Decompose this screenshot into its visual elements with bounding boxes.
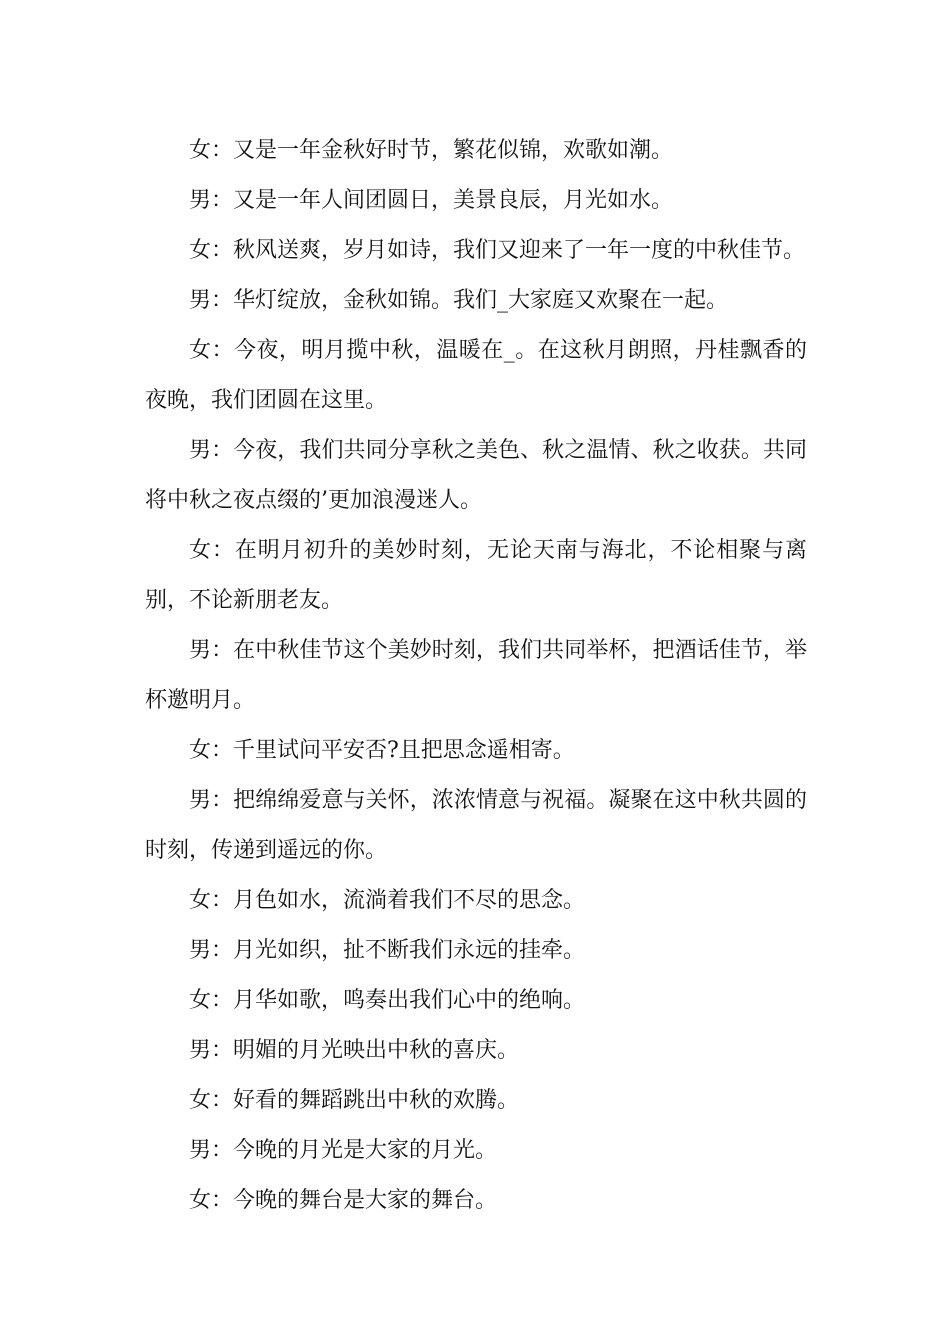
paragraph: 男：在中秋佳节这个美妙时刻，我们共同举杯，把酒话佳节，举杯邀明月。 [145,638,807,713]
paragraph: 女：又是一年金秋好时节，繁花似锦，欢歌如潮。 [189,138,674,163]
paragraph: 女：月色如水，流淌着我们不尽的思念。 [189,888,586,913]
paragraph: 男：月光如织，扯不断我们永远的挂牵。 [189,938,586,963]
paragraph: 男：华灯绽放，金秋如锦。我们_大家庭又欢聚在一起。 [189,288,729,313]
paragraph: 女：月华如歌，鸣奏出我们心中的绝响。 [189,988,586,1013]
paragraph: 女：好看的舞蹈跳出中秋的欢腾。 [189,1088,520,1113]
paragraph: 男：又是一年人间团圆日，美景良辰，月光如水。 [189,188,674,213]
paragraph: 女：今晚的舞台是大家的舞台。 [189,1188,498,1213]
paragraph: 男：今晚的月光是大家的月光。 [189,1138,498,1163]
paragraph: 男：今夜，我们共同分享秋之美色、秋之温情、秋之收获。共同将中秋之夜点缀的’更加浪漫迷人。 [145,438,807,513]
paragraph: 女：秋风送爽，岁月如诗，我们又迎来了一年一度的中秋佳节。 [189,238,806,263]
paragraph: 女：在明月初升的美妙时刻，无论天南与海北，不论相聚与离别，不论新朋老友。 [145,538,807,613]
paragraph: 男：把绵绵爱意与关怀，浓浓情意与祝福。凝聚在这中秋共圆的时刻，传递到遥远的你。 [145,788,807,863]
paragraph: 女：千里试问平安否?且把思念遥相寄。 [189,738,575,763]
paragraph: 女：今夜，明月揽中秋，温暖在_。在这秋月朗照，丹桂飘香的夜晚，我们团圆在这里。 [145,338,807,413]
paragraph: 男：明媚的月光映出中秋的喜庆。 [189,1038,520,1063]
document-body [145,126,807,1226]
